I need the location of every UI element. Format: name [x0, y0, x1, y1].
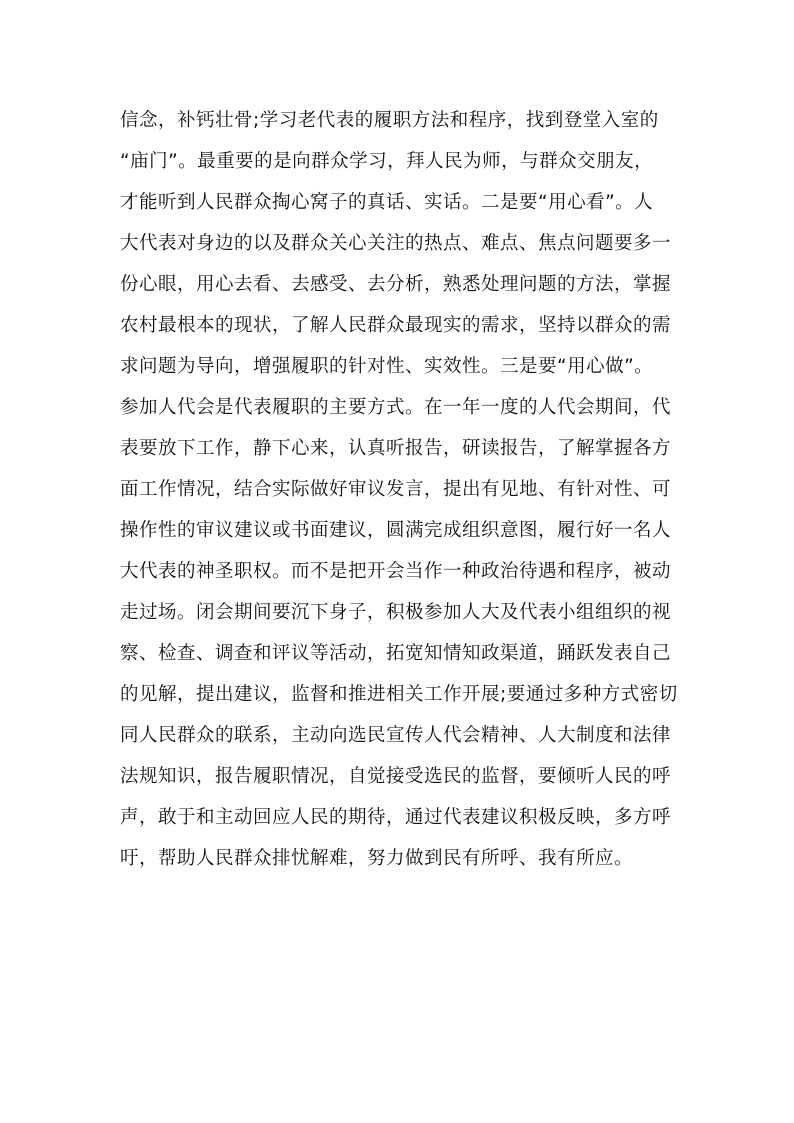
text-line: 大代表的神圣职权。而不是把开会当作一种政治待遇和程序，被动: [120, 561, 672, 582]
text-line: 法规知识，报告履职情况，自觉接受选民的监督，要倾听人民的呼: [120, 766, 672, 787]
text-line: “庙门”。最重要的是向群众学习，拜人民为师，与群众交朋友，: [120, 151, 654, 172]
text-line: 参加人代会是代表履职的主要方式。在一年一度的人代会期间，代: [120, 397, 672, 418]
text-line: 声，敢于和主动回应人民的期待，通过代表建议积极反映，多方呼: [120, 807, 672, 828]
text-line: 走过场。闭会期间要沉下身子，积极参加人大及代表小组组织的视: [120, 602, 672, 623]
text-line: 农村最根本的现状，了解人民群众最现实的需求，坚持以群众的需: [120, 315, 672, 336]
text-line: 表要放下工作，静下心来，认真听报告，研读报告，了解掌握各方: [120, 438, 672, 459]
text-line: 操作性的审议建议或书面建议，圆满完成组织意图，履行好一名人: [120, 520, 672, 541]
text-line: 大代表对身边的以及群众关心关注的热点、难点、焦点问题要多一: [120, 233, 672, 254]
text-line: 察、检查、调查和评议等活动，拓宽知情知政渠道，踊跃发表自己: [120, 643, 672, 664]
text-line: 信念，补钙壮骨;学习老代表的履职方法和程序，找到登堂入室的: [120, 110, 659, 131]
text-line: 同人民群众的联系，主动向选民宣传人代会精神、人大制度和法律: [120, 725, 672, 746]
text-line: 才能听到人民群众掏心窝子的真话、实话。二是要“用心看”。人: [120, 192, 654, 213]
text-line: 吁，帮助人民群众排忧解难，努力做到民有所呼、我有所应。: [120, 848, 634, 869]
body-paragraph: [120, 103, 680, 882]
text-line: 求问题为导向，增强履职的针对性、实效性。三是要“用心做”。: [120, 356, 654, 377]
text-line: 份心眼，用心去看、去感受、去分析，熟悉处理问题的方法，掌握: [120, 274, 672, 295]
text-line: 的见解，提出建议，监督和推进相关工作开展;要通过多种方式密切: [120, 684, 678, 705]
text-line: 面工作情况，结合实际做好审议发言，提出有见地、有针对性、可: [120, 479, 672, 500]
